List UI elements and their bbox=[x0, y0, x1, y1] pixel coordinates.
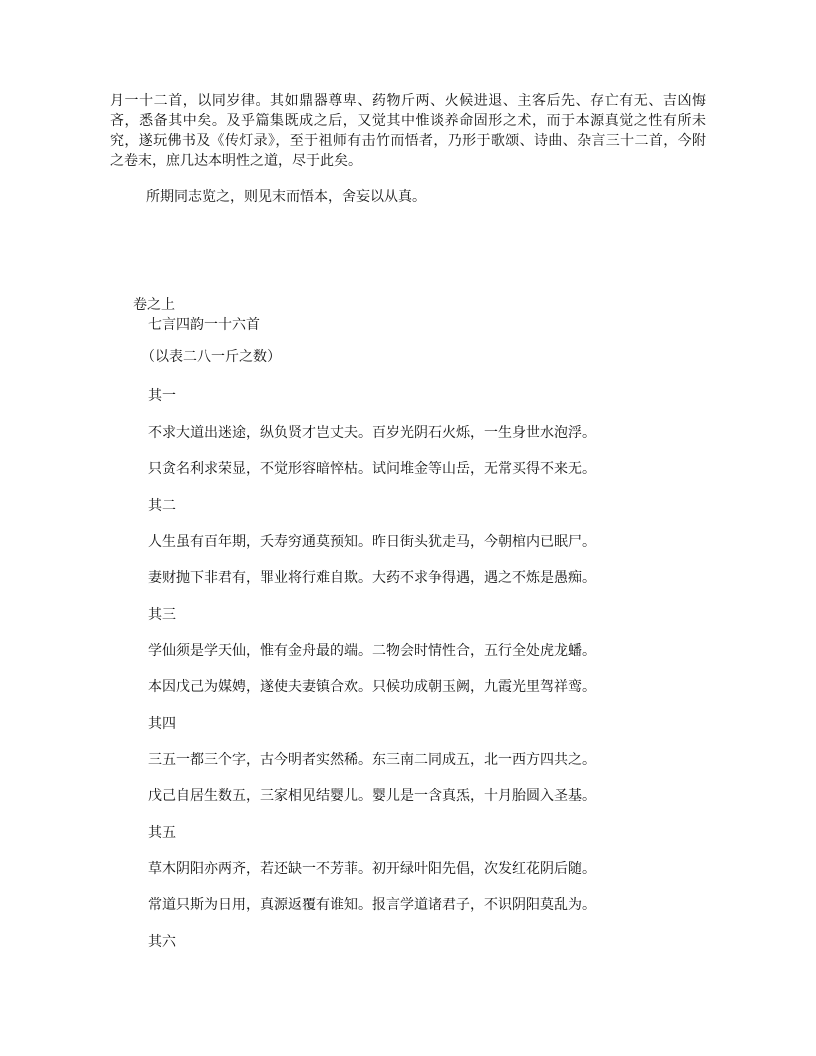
poem-line: 草木阴阳亦两齐，若还缺一不芳菲。初开绿叶阳先倡，次发红花阴后随。 bbox=[148, 861, 596, 877]
poem-line: 本因戊己为媒娉，遂使夫妻镇合欢。只候功成朝玉阙，九霞光里驾祥鸾。 bbox=[148, 679, 596, 695]
poem-line: 不求大道出迷途，纵负贤才岂丈夫。百岁光阴石火烁，一生身世水泡浮。 bbox=[148, 425, 596, 441]
preface-closing: 所期同志览之，则见末而悟本，舍妄以从真。 bbox=[146, 189, 426, 205]
poem-heading: 其四 bbox=[148, 716, 176, 732]
poem-heading: 其二 bbox=[148, 498, 176, 514]
poem-heading: 其五 bbox=[148, 825, 176, 841]
poem-line: 学仙须是学天仙，惟有金舟最的端。二物会时情性合，五行全处虎龙蟠。 bbox=[148, 643, 596, 659]
poem-heading: 其一 bbox=[148, 388, 176, 404]
preface-line: 月一十二首，以同岁律。其如鼎器尊卑、药物斤两、火候进退、主客后先、存亡有无、吉凶悔 bbox=[110, 93, 706, 109]
preface-line: 究，遂玩佛书及《传灯录》，至于祖师有击竹而悟者，乃形于歌颂、诗曲、杂言三十二首，今附 bbox=[110, 133, 706, 149]
poem-heading: 其六 bbox=[148, 934, 176, 950]
poem-line: 只贪名利求荣显，不觉形容暗悴枯。试问堆金等山岳，无常买得不来无。 bbox=[148, 461, 596, 477]
preface-line: 之卷末，庶几达本明性之道，尽于此矣。 bbox=[110, 153, 362, 169]
volume-title: 卷之上 bbox=[133, 297, 175, 313]
poem-line: 人生虽有百年期，夭寿穷通莫预知。昨日街头犹走马，今朝棺内已眠尸。 bbox=[148, 534, 596, 550]
poem-line: 妻财抛下非君有，罪业将行难自欺。大药不求争得遇，遇之不炼是愚痴。 bbox=[148, 570, 596, 586]
preface-line: 吝，悉备其中矣。及乎篇集既成之后，又觉其中惟谈养命固形之术，而于本源真觉之性有所未 bbox=[110, 113, 706, 129]
poem-heading: 其三 bbox=[148, 607, 176, 623]
poem-line: 戊己自居生数五，三家相见结婴儿。婴儿是一含真炁，十月胎圆入圣基。 bbox=[148, 788, 596, 804]
volume-subtitle: 七言四韵一十六首 bbox=[148, 317, 260, 333]
volume-note: （以表二八一斤之数） bbox=[141, 349, 281, 365]
poem-line: 三五一都三个字，古今明者实然稀。东三南二同成五，北一西方四共之。 bbox=[148, 752, 596, 768]
poem-line: 常道只斯为日用，真源返覆有谁知。报言学道诸君子，不识阴阳莫乱为。 bbox=[148, 897, 596, 913]
